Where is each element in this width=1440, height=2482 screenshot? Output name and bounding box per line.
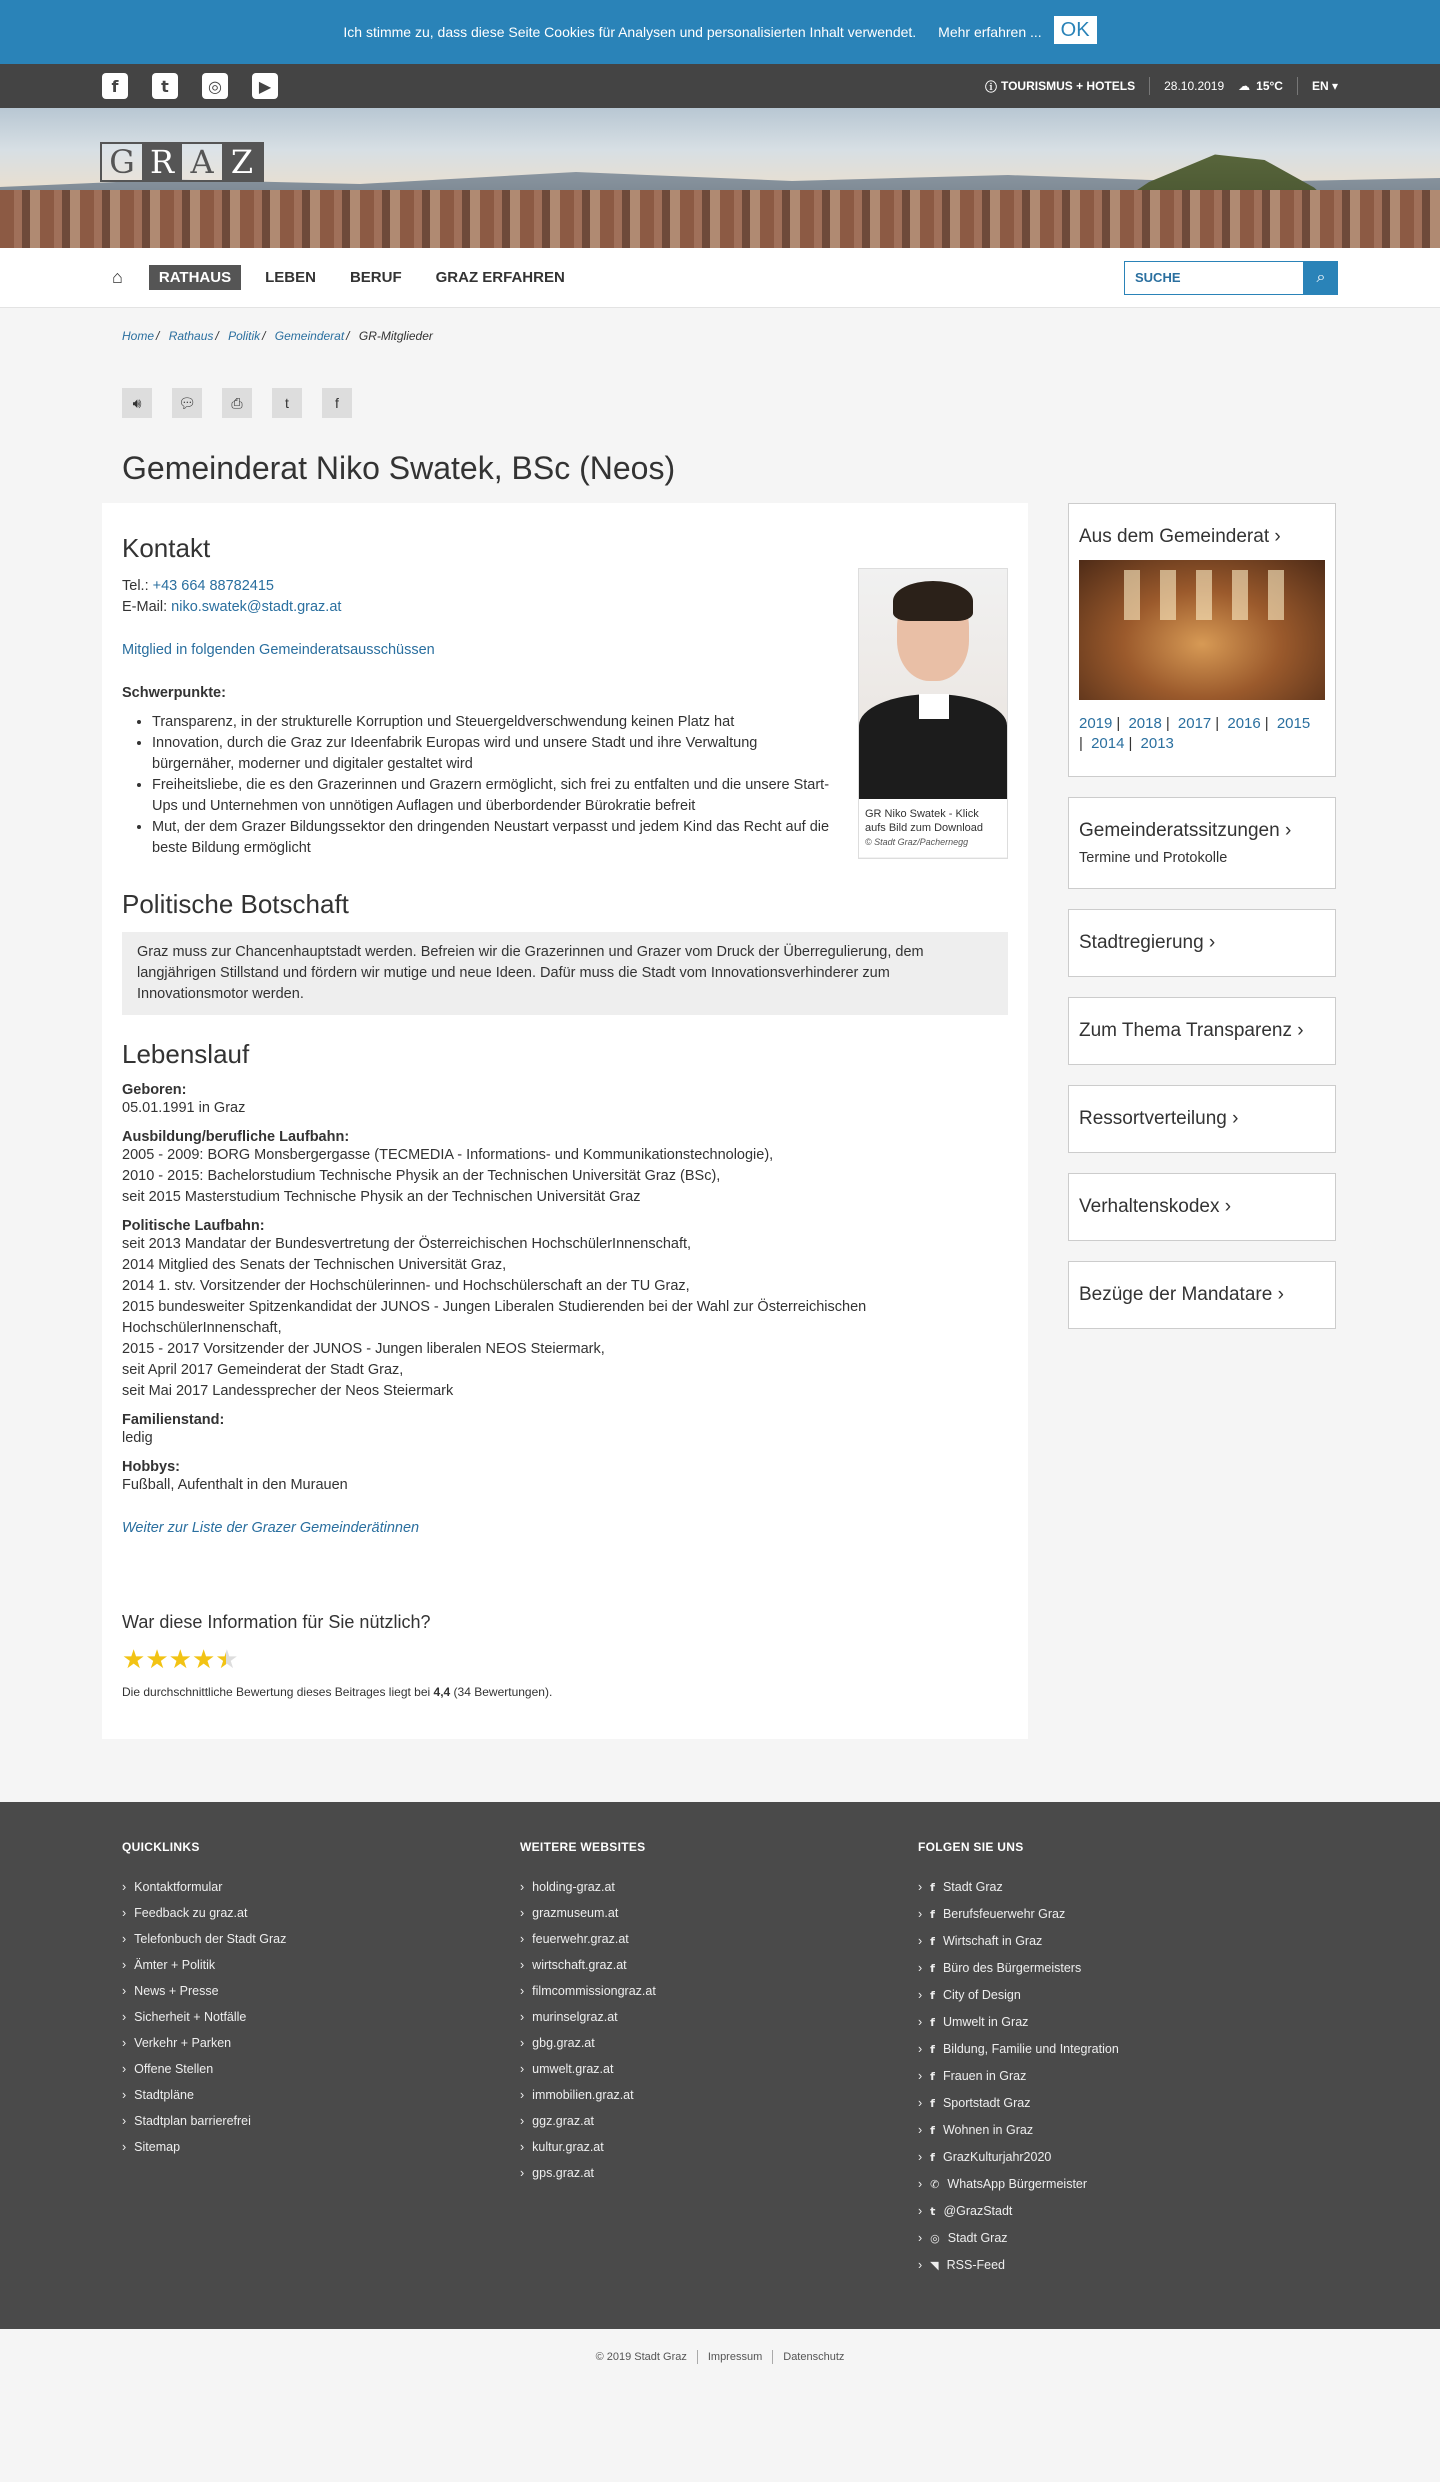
footer-link-label: Sicherheit + Notfälle <box>134 2010 247 2024</box>
sidebar-subtitle: Termine und Protokolle <box>1079 850 1228 866</box>
chevron-right-icon: › <box>122 1958 127 1972</box>
footer-link[interactable] <box>520 1900 918 1926</box>
instagram-icon[interactable]: ◎ <box>202 73 228 99</box>
footer-link-label: kultur.graz.at <box>532 2140 604 2154</box>
page-tools <box>0 360 1440 450</box>
footer-link-label: ggz.graz.at <box>532 2114 595 2128</box>
facebook-icon: f <box>930 2124 935 2137</box>
lebenslauf-label: Ausbildung/berufliche Laufbahn: <box>122 1129 350 1145</box>
footer-link-label: gps.graz.at <box>532 2166 595 2180</box>
info-icon: ⓘ <box>984 79 997 94</box>
page-title: Gemeinderat Niko Swatek, BSc (Neos) <box>122 450 676 486</box>
list-item: • Innovation, durch die Graz zur Ideenfabrik Europas wird und unsere Stadt und ihre Verwaltung bürgernäher, moderner und digitaler gestaltet wird <box>152 733 842 775</box>
copyright: © 2019 Stadt Graz <box>595 2350 687 2363</box>
header-banner <box>0 108 1440 248</box>
footer-link[interactable] <box>918 2225 1316 2252</box>
chevron-right-icon: › <box>918 2258 923 2272</box>
impressum-link[interactable]: Impressum <box>707 2350 763 2363</box>
main-nav <box>0 248 1440 308</box>
email-link[interactable]: niko.swatek@stadt.graz.at <box>171 599 342 615</box>
logo-letter: R <box>142 144 182 180</box>
footer-link[interactable] <box>520 2134 918 2160</box>
footer <box>0 1802 1440 2329</box>
chevron-right-icon: › <box>122 1984 127 1998</box>
chevron-right-icon: › <box>520 2114 525 2128</box>
chevron-right-icon: › <box>520 1958 525 1972</box>
footer-link[interactable] <box>520 1952 918 1978</box>
footer-heading: QUICKLINKS <box>122 1840 200 1854</box>
footer-link[interactable] <box>520 2108 918 2134</box>
footer-link-label: Telefonbuch der Stadt Graz <box>134 1932 287 1946</box>
chevron-right-icon: › <box>918 2177 923 2191</box>
footer-link[interactable] <box>520 1978 918 2004</box>
gemeinderat-hall-image[interactable] <box>1079 560 1325 700</box>
footer-follow <box>918 1840 1316 2279</box>
footer-link[interactable] <box>918 1982 1316 2009</box>
weather-icon: ☁ <box>1238 79 1251 93</box>
footer-link[interactable] <box>918 2117 1316 2144</box>
schwerpunkte-label: Schwerpunkte: <box>122 685 226 701</box>
sidebar-box[interactable] <box>1068 997 1336 1065</box>
rating-value: 4,4 <box>433 1685 451 1699</box>
rating-question: War diese Information für Sie nützlich? <box>122 1612 431 1632</box>
footer-link[interactable] <box>918 2198 1316 2225</box>
chevron-right-icon: › <box>918 1880 923 1894</box>
footer-link-label: gbg.graz.at <box>532 2036 595 2050</box>
footer-link[interactable] <box>122 1952 520 1978</box>
logo-letter: G <box>109 143 135 181</box>
sidebar <box>1068 503 1336 1349</box>
footer-link-label: umwelt.graz.at <box>532 2062 614 2076</box>
nav-item-rathaus[interactable]: RATHAUS <box>149 265 241 290</box>
chevron-right-icon: › <box>918 1934 923 1948</box>
social-links <box>102 73 278 99</box>
facebook-icon: f <box>930 1962 935 1975</box>
rating-info <box>122 1685 1008 1699</box>
lebenslauf-heading: Lebenslauf <box>122 1039 250 1069</box>
chevron-right-icon: › <box>122 2036 127 2050</box>
footer-link-label: Stadtpläne <box>134 2088 194 2102</box>
date: 28.10.2019 <box>1164 79 1225 93</box>
footer-link[interactable] <box>918 2252 1316 2279</box>
lebenslauf-label: Familienstand: <box>122 1412 225 1428</box>
breadcrumb-rathaus[interactable]: Rathaus <box>168 329 214 343</box>
cookie-text: Ich stimme zu, dass diese Seite Cookies für Analysen und personalisierten Inhalt verwendet. <box>343 24 917 40</box>
chevron-right-icon: › <box>520 2062 525 2076</box>
chevron-right-icon: › <box>520 2140 525 2154</box>
whatsapp-icon: ✆ <box>930 2178 940 2191</box>
botschaft-text: Graz muss zur Chancenhauptstadt werden. Befreien wir die Grazerinnen und Grazer vom Druck der Überregulierung, dem langjährigen Stillstand und fördern wir mutige und neue Ideen. Dafür muss die Stadt vom Innovationsverhinderer zum Innovationsmotor werden. <box>122 932 1008 1015</box>
home-icon[interactable]: ⌂ <box>112 267 123 287</box>
chevron-right-icon: › <box>520 1906 525 1920</box>
breadcrumb-politik[interactable]: Politik <box>228 329 261 343</box>
footer-link-label: Umwelt in Graz <box>942 2015 1029 2029</box>
footer-link[interactable] <box>520 2030 918 2056</box>
footer-link[interactable] <box>122 2082 520 2108</box>
youtube-icon[interactable]: ▶ <box>252 73 278 99</box>
portrait-photo[interactable] <box>858 568 1008 859</box>
footer-link[interactable] <box>520 2160 918 2186</box>
print-icon[interactable]: ⎙ <box>222 388 252 418</box>
chevron-right-icon: › <box>918 2231 923 2245</box>
footer-link[interactable] <box>122 1900 520 1926</box>
chevron-right-icon: › <box>918 2015 923 2029</box>
speaker-icon[interactable]: 🔊︎ <box>122 388 152 418</box>
nav-item-leben[interactable]: LEBEN <box>265 269 316 286</box>
sidebar-box[interactable] <box>1068 1261 1336 1329</box>
lebenslauf-text: 2005 - 2009: BORG Monsbergergasse (TECMEDIA - Informations- und Kommunikationstechnologie), 2010 - 2015: Bachelorstudium Technische Physik an der Technischen Universität Graz (BSc), seit 2015 Masterstudium Technische Physik an der Technischen Universität Graz <box>122 1147 774 1205</box>
chevron-right-icon: › <box>122 2010 127 2024</box>
search-form <box>1124 261 1338 295</box>
sidebar-box[interactable] <box>1068 1085 1336 1153</box>
footer-link[interactable] <box>918 1901 1316 1928</box>
kontakt-heading: Kontakt <box>122 533 211 563</box>
facebook-icon: f <box>930 2043 935 2056</box>
footer-link-label: Feedback zu graz.at <box>134 1906 248 1920</box>
footer-link-label: grazmuseum.at <box>532 1906 619 1920</box>
language-select[interactable]: EN ▾ <box>1311 79 1338 93</box>
breadcrumb: Home / Rathaus / Politik / Gemeinderat / GR-Mitglieder <box>122 329 433 343</box>
sidebar-title[interactable]: Zum Thema Transparenz › <box>1079 1020 1304 1041</box>
year-link[interactable]: 2014 <box>1091 735 1125 752</box>
footer-link-label: Büro des Bürgermeisters <box>942 1961 1082 1975</box>
footer-link-label: Frauen in Graz <box>942 2069 1027 2083</box>
tel-label: Tel.: <box>122 578 149 594</box>
divider <box>1297 77 1298 95</box>
chevron-right-icon: › <box>520 2036 525 2050</box>
cookie-more-link[interactable]: Mehr erfahren ... <box>938 24 1042 40</box>
main-content <box>102 503 1028 1739</box>
footer-heading: FOLGEN SIE UNS <box>918 1840 1024 1854</box>
sidebar-title[interactable]: Aus dem Gemeinderat › <box>1079 526 1281 547</box>
footer-link-label: RSS-Feed <box>946 2258 1005 2272</box>
logo-letter: Z <box>222 144 262 180</box>
lebenslauf <box>122 1039 1008 1496</box>
footer-link-label: Wohnen in Graz <box>942 2123 1034 2137</box>
facebook-icon[interactable]: f <box>322 388 352 418</box>
sidebar-box-gemeinderat <box>1068 503 1336 777</box>
facebook-icon: f <box>930 1881 935 1894</box>
facebook-icon: f <box>930 2070 935 2083</box>
footer-link-label: @GrazStadt <box>943 2204 1013 2218</box>
year-link[interactable]: 2019 <box>1079 715 1113 732</box>
twitter-icon[interactable]: t <box>272 388 302 418</box>
footer-link-label: immobilien.graz.at <box>532 2088 634 2102</box>
rating-stars[interactable] <box>122 1645 1008 1675</box>
nav-item-graz-erfahren[interactable]: GRAZ ERFAHREN <box>435 269 565 286</box>
footer-link[interactable] <box>918 2063 1316 2090</box>
lebenslauf-text: ledig <box>122 1430 153 1446</box>
cookie-banner <box>0 0 1440 64</box>
year-link[interactable]: 2018 <box>1128 715 1162 732</box>
star-icon[interactable]: ★ <box>122 1645 146 1675</box>
footer-link[interactable] <box>918 2009 1316 2036</box>
footer-link[interactable] <box>918 1874 1316 1901</box>
facebook-icon: f <box>930 1989 935 2002</box>
photo-caption: GR Niko Swatek - Klick aufs Bild zum Download <box>865 808 984 834</box>
instagram-icon: ◎ <box>930 2232 940 2245</box>
rating-info-prefix: Die durchschnittliche Bewertung dieses Beitrages liegt bei <box>122 1685 431 1699</box>
footer-link[interactable] <box>918 1955 1316 1982</box>
lebenslauf-label: Politische Laufbahn: <box>122 1218 265 1234</box>
footer-link-label: WhatsApp Bürgermeister <box>947 2177 1088 2191</box>
footer-link-label: Kontaktformular <box>134 1880 223 1894</box>
email-label: E-Mail: <box>122 599 168 615</box>
footer-link-label: holding-graz.at <box>532 1880 615 1894</box>
footer-link-label: Offene Stellen <box>134 2062 214 2076</box>
lebenslauf-text: 05.01.1991 in Graz <box>122 1100 246 1116</box>
phone-link[interactable]: +43 664 88782415 <box>152 578 274 594</box>
twitter-icon: t <box>930 2205 936 2218</box>
sidebar-box[interactable] <box>1068 797 1336 889</box>
divider <box>1149 77 1150 95</box>
schwerpunkte-list <box>152 712 842 859</box>
sidebar-title[interactable]: Verhaltenskodex › <box>1079 1196 1232 1217</box>
footer-link-label: Berufsfeuerwehr Graz <box>942 1907 1066 1921</box>
logo-letter: A <box>190 143 214 181</box>
chevron-right-icon: › <box>918 2123 923 2137</box>
footer-link-label: Sportstadt Graz <box>942 2096 1031 2110</box>
sidebar-title[interactable]: Stadtregierung › <box>1079 932 1216 953</box>
bottom-bar <box>0 2329 1440 2384</box>
cookie-ok-button[interactable]: OK <box>1054 16 1097 44</box>
chevron-right-icon: › <box>918 2150 923 2164</box>
footer-link[interactable] <box>122 2030 520 2056</box>
tourism-link[interactable]: TOURISMUS + HOTELS <box>1000 79 1136 93</box>
search-icon[interactable]: ⌕ <box>1304 261 1338 295</box>
facebook-icon: f <box>930 2016 935 2029</box>
twitter-icon[interactable]: t <box>152 73 178 99</box>
sidebar-box[interactable] <box>1068 1173 1336 1241</box>
star-icon[interactable]: ★ <box>191 1645 216 1675</box>
lebenslauf-label: Geboren: <box>122 1082 187 1098</box>
footer-link-label: murinselgraz.at <box>532 2010 618 2024</box>
portrait-image[interactable] <box>859 569 1007 799</box>
footer-websites <box>520 1840 918 2279</box>
breadcrumb-home[interactable]: Home <box>122 329 155 343</box>
chevron-right-icon: › <box>520 2166 525 2180</box>
footer-link[interactable] <box>122 1926 520 1952</box>
chevron-right-icon: › <box>122 2114 127 2128</box>
gemeinderat-list-link[interactable]: Weiter zur Liste der Grazer Gemeinderätinnen <box>122 1520 420 1536</box>
footer-link[interactable] <box>122 2108 520 2134</box>
lebenslauf-text: Fußball, Aufenthalt in den Murauen <box>122 1477 348 1493</box>
footer-link[interactable] <box>122 2134 520 2160</box>
footer-link[interactable] <box>520 2082 918 2108</box>
breadcrumb-gemeinderat[interactable]: Gemeinderat <box>274 329 345 343</box>
footer-link-label: Bildung, Familie und Integration <box>942 2042 1119 2056</box>
year-link[interactable]: 2016 <box>1227 715 1261 732</box>
graz-logo[interactable] <box>100 142 264 182</box>
footer-link[interactable] <box>122 1978 520 2004</box>
footer-quicklinks <box>122 1840 520 2279</box>
botschaft-heading: Politische Botschaft <box>122 889 349 919</box>
year-links: 2019 | 2018 | 2017 | 2016 | 2015 | 2014 | 2013 <box>1079 715 1311 752</box>
divider <box>772 2350 773 2364</box>
footer-link-label: Sitemap <box>134 2140 181 2154</box>
sidebar-box[interactable] <box>1068 909 1336 977</box>
footer-heading: WEITERE WEBSITES <box>520 1840 646 1854</box>
rating-info-suffix: (34 Bewertungen). <box>453 1685 553 1699</box>
facebook-icon: f <box>930 2097 935 2110</box>
star-icon[interactable]: ★ <box>145 1645 169 1675</box>
chevron-right-icon: › <box>520 1984 525 1998</box>
chevron-right-icon: › <box>122 1880 127 1894</box>
footer-link-label: City of Design <box>942 1988 1021 2002</box>
footer-link[interactable] <box>918 2036 1316 2063</box>
star-icon[interactable]: ★ <box>215 1645 239 1675</box>
footer-link[interactable] <box>122 2056 520 2082</box>
chevron-right-icon: › <box>122 1906 127 1920</box>
top-right <box>985 77 1338 95</box>
footer-link-label: Stadt Graz <box>942 1880 1003 1894</box>
year-link[interactable]: 2013 <box>1140 735 1174 752</box>
top-bar <box>0 64 1440 108</box>
list-item: • Freiheitsliebe, die es den Grazerinnen und Grazern ermöglicht, sich frei zu entfalten und die unsere Start-Ups und Unternehmen von unnötigen Auflagen und überbordender Bürokratie befreit <box>152 775 842 817</box>
chevron-right-icon: › <box>918 2069 923 2083</box>
facebook-icon: f <box>930 2151 935 2164</box>
photo-credit: © Stadt Graz/Pachernegg <box>865 837 969 847</box>
footer-link[interactable] <box>918 2144 1316 2171</box>
banner-city <box>0 190 1440 248</box>
breadcrumb-current: GR-Mitglieder <box>358 329 433 343</box>
footer-link[interactable] <box>520 1926 918 1952</box>
footer-link-label: News + Presse <box>134 1984 219 1998</box>
footer-link-label: GrazKulturjahr2020 <box>942 2150 1052 2164</box>
footer-link-label: feuerwehr.graz.at <box>532 1932 629 1946</box>
search-input[interactable] <box>1124 261 1304 295</box>
ausschuss-link[interactable]: Mitglied in folgenden Gemeinderatsausschüssen <box>122 642 435 658</box>
datenschutz-link[interactable]: Datenschutz <box>783 2350 845 2363</box>
comment-icon[interactable]: 💬︎ <box>172 388 202 418</box>
footer-link[interactable] <box>918 2090 1316 2117</box>
year-link[interactable]: 2017 <box>1177 715 1212 732</box>
nav-item-beruf[interactable]: BERUF <box>349 269 402 286</box>
chevron-right-icon: › <box>122 2140 127 2154</box>
footer-link[interactable] <box>520 2004 918 2030</box>
sidebar-title[interactable]: Gemeinderatssitzungen › <box>1079 820 1292 841</box>
footer-link[interactable] <box>122 2004 520 2030</box>
chevron-right-icon: › <box>122 2088 127 2102</box>
footer-link-label: wirtschaft.graz.at <box>532 1958 627 1972</box>
chevron-right-icon: › <box>918 1988 923 2002</box>
footer-link[interactable] <box>122 1874 520 1900</box>
footer-link-label: Ämter + Politik <box>134 1958 216 1972</box>
chevron-right-icon: › <box>520 1880 525 1894</box>
chevron-right-icon: › <box>520 2010 525 2024</box>
rss-icon: ◥ <box>930 2259 939 2272</box>
footer-link-label: Stadt Graz <box>947 2231 1008 2245</box>
footer-link-label: Stadtplan barrierefrei <box>134 2114 251 2128</box>
lebenslauf-label: Hobbys: <box>122 1459 180 1475</box>
list-item: • Mut, der dem Grazer Bildungssektor den dringenden Neustart verpasst und jedem Kind das Recht auf die beste Bildung ermöglicht <box>152 817 842 859</box>
chevron-right-icon: › <box>918 1907 923 1921</box>
chevron-right-icon: › <box>918 2042 923 2056</box>
divider <box>697 2350 698 2364</box>
facebook-icon: f <box>930 1908 935 1921</box>
footer-link-label: Wirtschaft in Graz <box>942 1934 1043 1948</box>
footer-link[interactable] <box>520 2056 918 2082</box>
chevron-right-icon: › <box>122 2062 127 2076</box>
footer-link-label: Verkehr + Parken <box>134 2036 232 2050</box>
footer-link[interactable] <box>918 1928 1316 1955</box>
lebenslauf-text: seit 2013 Mandatar der Bundesvertretung der Österreichischen HochschülerInnenschaft, 2014 Mitglied des Senats der Technischen Universität Graz, 2014 1. stv. Vorsitzender der Hochschülerinnen- und Hochschülerschaft an der TU Graz, 2015 bundesweiter Spitzenkandidat der JUNOS - Jungen Liberalen Studierenden bei der Wahl zur Österreichischen HochschülerInnenschaft, 2015 - 2017 Vorsitzender der JUNOS - Jungen liberalen NEOS Steiermark, seit April 2017 Gemeinderat der Stadt Graz, seit Mai 2017 Landessprecher der Neos Steiermark <box>122 1236 867 1399</box>
chevron-right-icon: › <box>520 1932 525 1946</box>
footer-link-label: filmcommissiongraz.at <box>532 1984 656 1998</box>
list-item: • Transparenz, in der strukturelle Korruption und Steuergeldverschwendung keinen Platz hat <box>152 712 842 733</box>
sidebar-title[interactable]: Ressortverteilung › <box>1079 1108 1239 1129</box>
facebook-icon: f <box>930 1935 935 1948</box>
chevron-right-icon: › <box>122 1932 127 1946</box>
temperature: 15°C <box>1256 79 1283 93</box>
sidebar-title[interactable]: Bezüge der Mandatare › <box>1079 1284 1284 1305</box>
footer-link[interactable] <box>918 2171 1316 2198</box>
facebook-icon[interactable]: f <box>102 73 128 99</box>
year-link[interactable]: 2015 <box>1276 715 1311 732</box>
chevron-right-icon: › <box>918 2204 923 2218</box>
star-icon[interactable]: ★ <box>168 1645 192 1675</box>
chevron-right-icon: › <box>918 2096 923 2110</box>
chevron-right-icon: › <box>520 2088 525 2102</box>
footer-link[interactable] <box>520 1874 918 1900</box>
chevron-right-icon: › <box>918 1961 923 1975</box>
